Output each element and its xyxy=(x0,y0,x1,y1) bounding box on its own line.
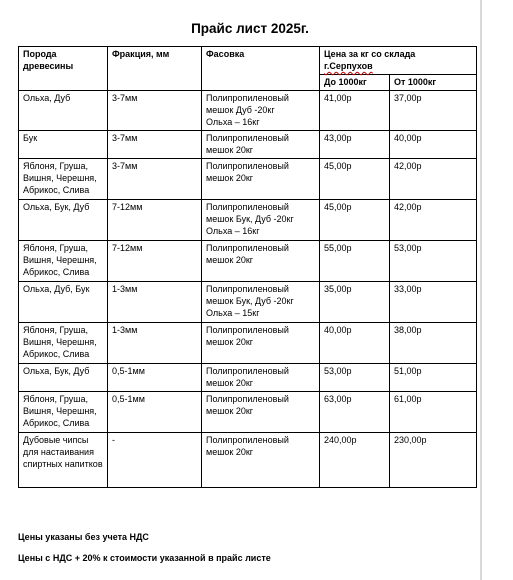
packing-line: Полипропиленовый xyxy=(206,93,289,103)
cell-price-up-to: 35,00р xyxy=(320,282,390,323)
packing-line: мешок 20кг xyxy=(206,255,254,265)
header-packing: Фасовка xyxy=(202,47,320,91)
packing-line: Полипропиленовый xyxy=(206,284,289,294)
packing-line: Полипропиленовый xyxy=(206,394,289,404)
cell-wood: Яблоня, Груша, Вишня, Черешня, Абрикос, Слива xyxy=(19,159,108,200)
cell-packing xyxy=(202,433,320,488)
cell-fraction: 7-12мм xyxy=(108,241,202,282)
packing-line: мешок Бук, Дуб -20кг xyxy=(206,296,294,306)
packing-line: Ольха – 15кг xyxy=(206,308,260,318)
table-row xyxy=(19,323,477,364)
page-edge xyxy=(480,0,482,580)
cell-price-from: 230,00р xyxy=(390,433,477,488)
cell-price-from: 42,00р xyxy=(390,159,477,200)
cell-wood: Ольха, Дуб xyxy=(19,91,108,131)
table-row xyxy=(19,282,477,323)
cell-packing xyxy=(202,364,320,392)
cell-price-up-to: 41,00р xyxy=(320,91,390,131)
cell-price-up-to: 63,00р xyxy=(320,392,390,433)
table-row xyxy=(19,91,477,131)
cell-packing xyxy=(202,282,320,323)
cell-price-up-to: 55,00р xyxy=(320,241,390,282)
packing-line: Полипропиленовый xyxy=(206,161,289,171)
packing-line: мешок 20кг xyxy=(206,337,254,347)
cell-price-up-to: 45,00р xyxy=(320,159,390,200)
price-table xyxy=(18,46,477,488)
cell-wood: Яблоня, Груша, Вишня, Черешня, Абрикос, Слива xyxy=(19,241,108,282)
header-price-line: Цена за кг со склада xyxy=(324,49,416,59)
packing-line: мешок 20кг xyxy=(206,145,254,155)
cell-fraction: - xyxy=(108,433,202,488)
cell-price-up-to: 53,00р xyxy=(320,364,390,392)
table-row xyxy=(19,433,477,488)
packing-line: мешок Дуб -20кг xyxy=(206,105,275,115)
cell-wood: Ольха, Бук, Дуб xyxy=(19,364,108,392)
cell-fraction: 7-12мм xyxy=(108,200,202,241)
cell-price-from: 37,00р xyxy=(390,91,477,131)
cell-fraction: 0,5-1мм xyxy=(108,392,202,433)
header-price-city: г.Серпухов xyxy=(324,61,373,71)
header-row xyxy=(19,47,477,75)
table-row xyxy=(19,159,477,200)
header-fraction: Фракция, мм xyxy=(108,47,202,91)
header-wood: Порода древесины xyxy=(19,47,108,91)
cell-price-from: 51,00р xyxy=(390,364,477,392)
cell-wood: Яблоня, Груша, Вишня, Черешня, Абрикос, Слива xyxy=(19,323,108,364)
header-price xyxy=(320,47,477,75)
cell-wood: Ольха, Дуб, Бук xyxy=(19,282,108,323)
cell-price-up-to: 40,00р xyxy=(320,323,390,364)
packing-line: мешок Бук, Дуб -20кг xyxy=(206,214,294,224)
cell-fraction: 3-7мм xyxy=(108,91,202,131)
table-row xyxy=(19,131,477,159)
packing-line: мешок 20кг xyxy=(206,173,254,183)
header-price-up-to: До 1000кг xyxy=(320,75,390,91)
packing-line: мешок 20кг xyxy=(206,406,254,416)
packing-line: Ольха – 16кг xyxy=(206,226,260,236)
cell-price-from: 40,00р xyxy=(390,131,477,159)
cell-price-from: 33,00р xyxy=(390,282,477,323)
cell-fraction: 0,5-1мм xyxy=(108,364,202,392)
packing-line: Полипропиленовый xyxy=(206,133,289,143)
cell-price-up-to: 240,00р xyxy=(320,433,390,488)
packing-line: Полипропиленовый xyxy=(206,202,289,212)
cell-packing xyxy=(202,241,320,282)
table-row xyxy=(19,392,477,433)
note-with-vat: Цены с НДС + 20% к стоимости указанной в прайс листе xyxy=(18,553,271,563)
cell-price-from: 61,00р xyxy=(390,392,477,433)
cell-fraction: 1-3мм xyxy=(108,323,202,364)
cell-packing xyxy=(202,159,320,200)
cell-wood: Ольха, Бук, Дуб xyxy=(19,200,108,241)
cell-packing xyxy=(202,323,320,364)
cell-wood: Дубовые чипсы для настаивания спиртных напитков xyxy=(19,433,108,488)
packing-line: мешок 20кг xyxy=(206,378,254,388)
packing-line: Полипропиленовый xyxy=(206,325,289,335)
packing-line: Ольха – 16кг xyxy=(206,117,260,127)
page-title: Прайс лист 2025г. xyxy=(191,21,309,36)
cell-price-up-to: 43,00р xyxy=(320,131,390,159)
note-no-vat: Цены указаны без учета НДС xyxy=(18,532,149,542)
packing-line: Полипропиленовый xyxy=(206,435,289,445)
cell-packing xyxy=(202,200,320,241)
packing-line: мешок 20кг xyxy=(206,447,254,457)
cell-fraction: 3-7мм xyxy=(108,159,202,200)
table-row xyxy=(19,364,477,392)
cell-fraction: 3-7мм xyxy=(108,131,202,159)
packing-line: Полипропиленовый xyxy=(206,366,289,376)
table-row xyxy=(19,200,477,241)
packing-line: Полипропиленовый xyxy=(206,243,289,253)
cell-price-from: 38,00р xyxy=(390,323,477,364)
cell-packing xyxy=(202,91,320,131)
cell-packing xyxy=(202,131,320,159)
cell-wood: Яблоня, Груша, Вишня, Черешня, Абрикос, Слива xyxy=(19,392,108,433)
cell-fraction: 1-3мм xyxy=(108,282,202,323)
cell-wood: Бук xyxy=(19,131,108,159)
cell-price-from: 53,00р xyxy=(390,241,477,282)
cell-price-from: 42,00р xyxy=(390,200,477,241)
cell-price-up-to: 45,00р xyxy=(320,200,390,241)
table-row xyxy=(19,241,477,282)
header-price-from: От 1000кг xyxy=(390,75,477,91)
cell-packing xyxy=(202,392,320,433)
